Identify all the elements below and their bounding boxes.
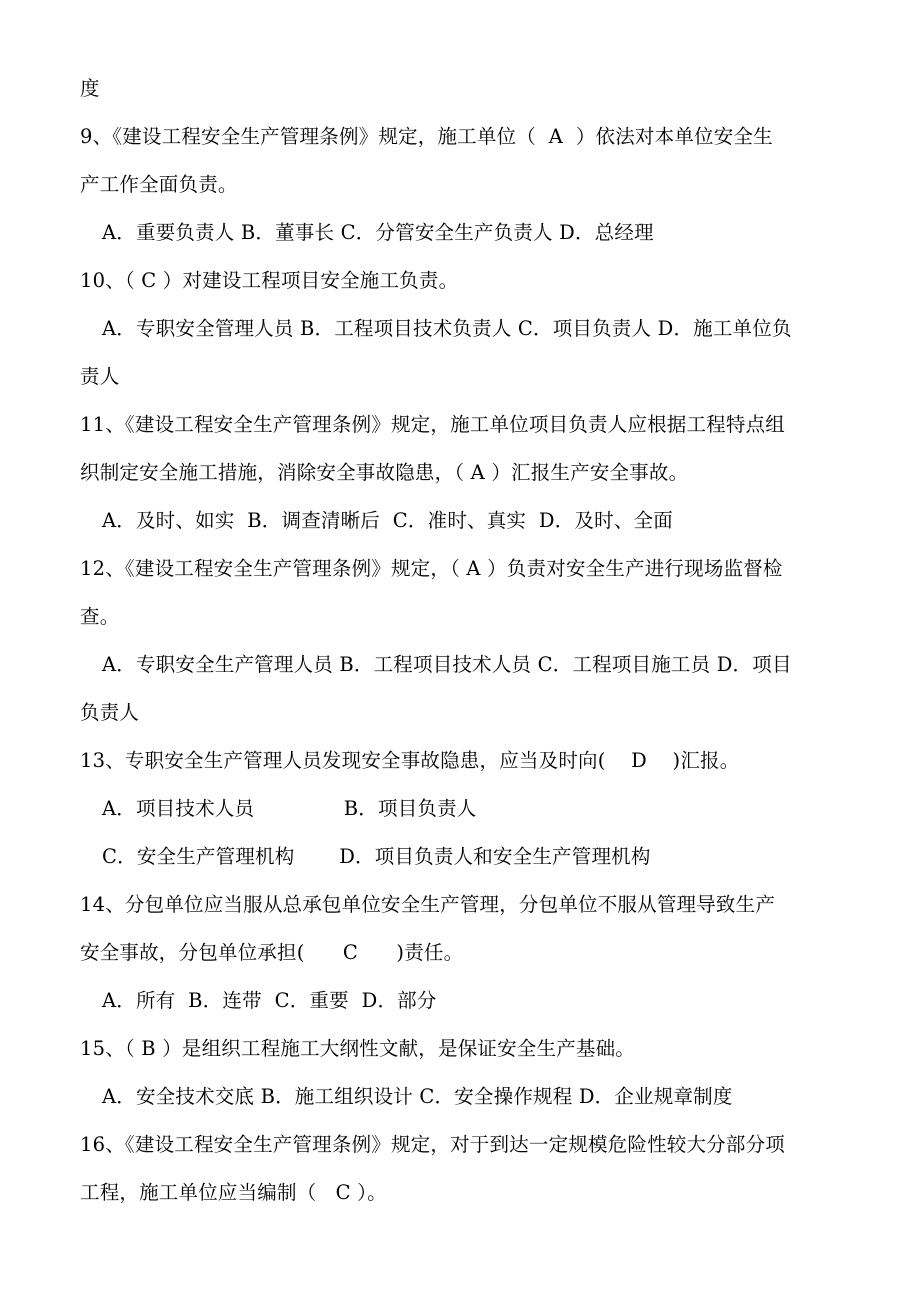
options-14: A．所有 B．连带 C．重要 D．部分 bbox=[102, 989, 437, 1012]
question-15: 15、（ B ）是组织工程施工大纲性文献，是保证安全生产基础。 bbox=[80, 1037, 635, 1060]
question-13: 13、专职安全生产管理人员发现安全事故隐患，应当及时向( D )汇报。 bbox=[80, 749, 740, 772]
text-line-continuation: 度 bbox=[80, 77, 100, 100]
text-line-continuation: 产工作全面负责。 bbox=[80, 173, 238, 196]
options-15: A．安全技术交底 B．施工组织设计 C．安全操作规程 D．企业规章制度 bbox=[102, 1085, 733, 1108]
text-line-continuation: 查。 bbox=[80, 605, 120, 628]
question-9: 9、《建设工程安全生产管理条例》规定，施工单位（ A ）依法对本单位安全生 bbox=[80, 125, 773, 148]
options-13-row-2: C．安全生产管理机构 D．项目负责人和安全生产管理机构 bbox=[102, 845, 651, 868]
text-line-continuation: 织制定安全施工措施，消除安全事故隐患，（ A ）汇报生产安全事故。 bbox=[80, 461, 689, 484]
question-16: 16、《建设工程安全生产管理条例》规定，对于到达一定规模危险性较大分部分项 bbox=[80, 1133, 785, 1156]
text-line-continuation: 安全事故，分包单位承担( C )责任。 bbox=[80, 941, 464, 964]
question-12: 12、《建设工程安全生产管理条例》规定，（ A ）负责对安全生产进行现场监督检 bbox=[80, 557, 783, 580]
question-10: 10、（ C ）对建设工程项目安全施工负责。 bbox=[80, 269, 459, 292]
options-11: A．及时、如实 B．调查清晰后 C．准时、真实 D．及时、全面 bbox=[102, 509, 673, 532]
question-14: 14、分包单位应当服从总承包单位安全生产管理，分包单位不服从管理导致生产 bbox=[80, 893, 776, 916]
text-line-continuation: 工程，施工单位应当编制（ C ）。 bbox=[80, 1181, 387, 1204]
text-line-continuation: 负责人 bbox=[80, 701, 140, 724]
question-11: 11、《建设工程安全生产管理条例》规定，施工单位项目负责人应根据工程特点组 bbox=[80, 413, 785, 436]
options-13-row-1: A．项目技术人员 B．项目负责人 bbox=[102, 797, 477, 820]
text-line-continuation: 责人 bbox=[80, 365, 120, 388]
options-10: A．专职安全管理人员 B．工程项目技术负责人 C．项目负责人 D．施工单位负 bbox=[102, 317, 792, 340]
options-12: A．专职安全生产管理人员 B．工程项目技术人员 C．工程项目施工员 D．项目 bbox=[102, 653, 792, 676]
options-9: A．重要负责人 B．董事长 C．分管安全生产负责人 D．总经理 bbox=[102, 221, 654, 244]
